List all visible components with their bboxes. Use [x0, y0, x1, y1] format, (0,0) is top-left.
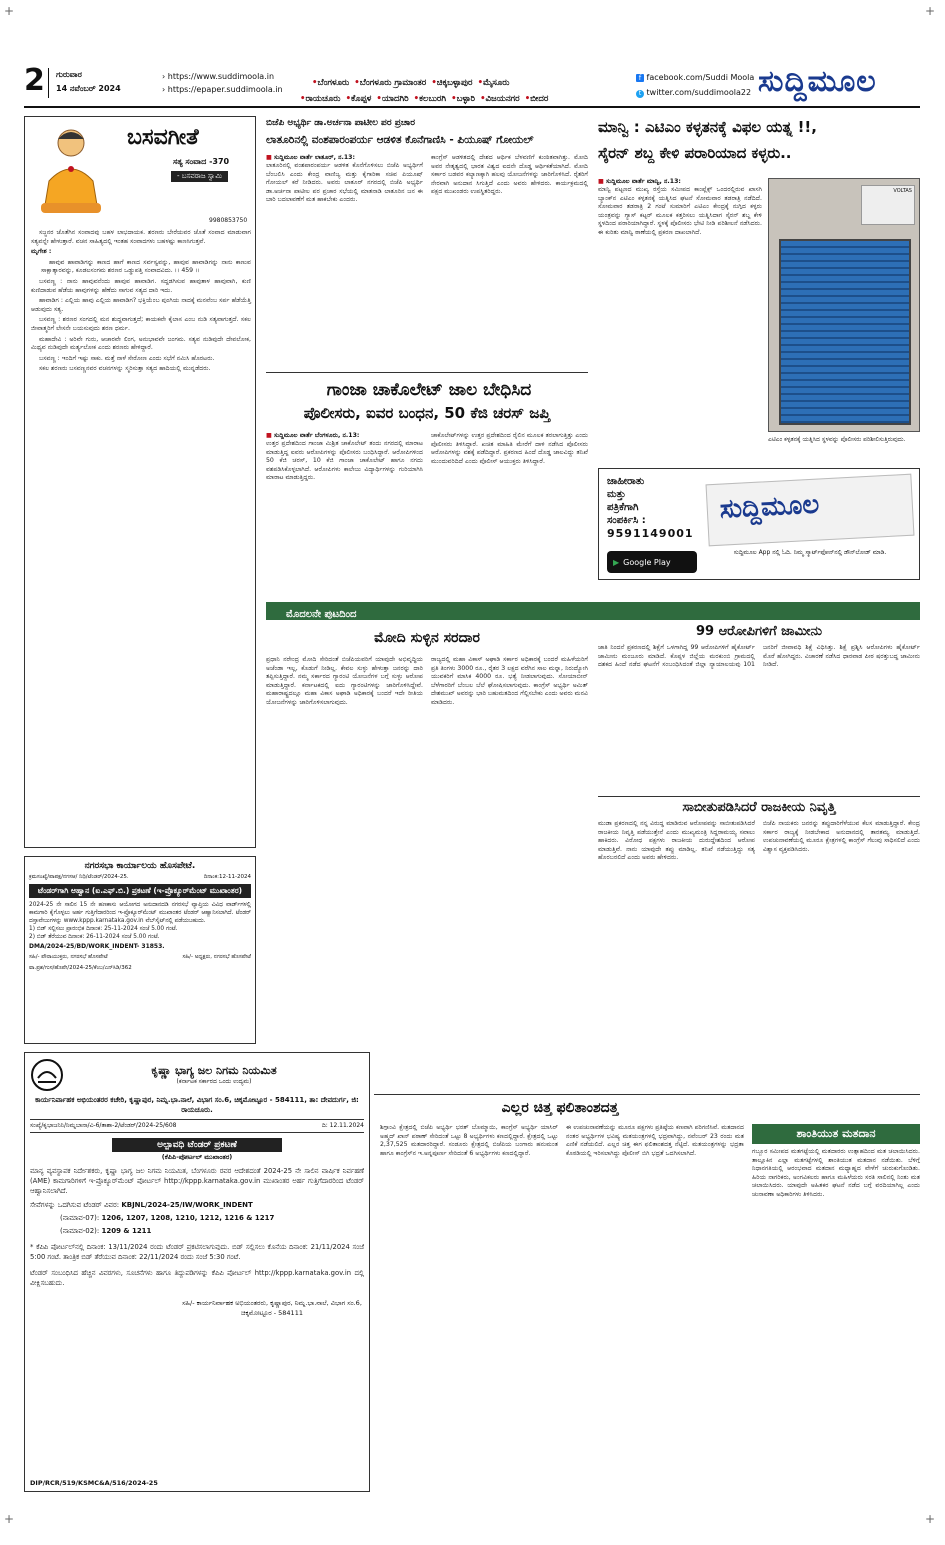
atm-text: ಮಾನ್ವಿ ಪಟ್ಟಣದ ಮುಖ್ಯ ರಸ್ತೆಯ ಸಮೀಪದ ಕಾಂಪ್ಲೆಕ್ಸ್ ಒಂದರಲ್ಲಿರುವ ಖಾಸಗಿ ಬ್ಯಾಂಕ್‌ನ ಎಟಿಎಂ ಕಳ್ಳತನಕ್ಕೆ ಯತ್ನಿಸಿದ ಘಟನೆ ಸೋಮವಾರ ತಡರಾತ್ರಿ ನಡೆದಿದೆ. ಸೋಮವಾರ ತಡರಾತ್ರಿ 2 ಗಂಟೆ ಸುಮಾರಿಗೆ ಎಟಿಎಂ ಕೇಂದ್ರಕ್ಕೆ ನುಗ್ಗಿದ ಕಳ್ಳರು ಯಂತ್ರವನ್ನು ಗ್ಯಾಸ್ ಕಟ್ಟರ್ ಮೂಲಕ ಕತ್ತರಿಸಲು ಯತ್ನಿಸಿದಾಗ ಸೈರನ್ ಶಬ್ದ ಕೇಳಿ ಸ್ಥಳದಿಂದ ಪರಾರಿಯಾಗಿದ್ದಾರೆ. ಸ್ಥಳಕ್ಕೆ ಪೊಲೀಸರು ಭೇಟಿ ನೀಡಿ ಪರಿಶೀಲನೆ ನಡೆಸಿದರು. ಈ ಕುರಿತು ಮಾನ್ವಿ ಠಾಣೆಯಲ್ಲಿ ಪ್ರಕರಣ ದಾಖಲಾಗಿದೆ.: [598, 186, 762, 236]
divider: [374, 1094, 920, 1095]
twitter-icon: t: [636, 90, 644, 98]
divider: [598, 796, 920, 797]
header-links: [162, 70, 283, 96]
goyal-kicker: ಬಿಜೆಪಿ ಅಭ್ಯರ್ಥಿ ಡಾ.ಅರ್ಚನಾ ಪಾಟೀಲ ಪರ ಪ್ರಚಾರ: [266, 118, 415, 128]
atm-photo: [768, 178, 920, 432]
header-divider-1: [48, 68, 49, 98]
paragraph: ಮೃಗೇಶ :: [31, 248, 52, 256]
kbjnl-ref-row: [30, 1119, 364, 1133]
ganja-headline-2: ಪೊಲೀಸರು, ಐವರ ಬಂಧನ, 50 ಕೆಜಿ ಚರಸ್ ಜಪ್ತಿ: [303, 404, 551, 422]
nav-bottom: [300, 86, 548, 105]
section-band: [266, 602, 920, 620]
kbjnl-sub: (ಕೆಪಿಪಿ-ಪೋರ್ಟಲ್ ಮುಖಾಂತರ): [161, 1153, 233, 1161]
tender-signs: [29, 954, 251, 961]
ganja-body: [266, 432, 588, 483]
modi-col1: ಪ್ರಧಾನಿ ನರೇಂದ್ರ ಮೋದಿ ಸೇರಿದಂತೆ ಬಿಜೆಪಿಯವರಿಗೆ ಯಾವುದೇ ಅಭಿವೃದ್ಧಿಯ ಅಜೆಂಡಾ ಇಲ್ಲ, ಕೊಡುಗೆ ನೀಡಿಲ್ಲ. ಕೇವಲ ಸುಳ್ಳು ಹೇಳುತ್ತಾ ಜನರನ್ನು ದಾರಿ ತಪ್ಪಿಸುತ್ತಿದ್ದಾರೆ. ನಮ್ಮ ಸರ್ಕಾರದ ಗ್ಯಾರಂಟಿ ಯೋಜನೆಗಳ ಬಗ್ಗೆ ಸುಳ್ಳು ಆರೋಪ ಮಾಡುತ್ತಿದ್ದಾರೆ. ಕರ್ನಾಟಕದಲ್ಲಿ ಐದು ಗ್ಯಾರಂಟಿಗಳನ್ನು ಜಾರಿಗೊಳಿಸಿದ್ದೇವೆ. ಮಹಾರಾಷ್ಟ್ರದಲ್ಲೂ ಮಹಾ ವಿಕಾಸ ಅಘಾಡಿ ಅಧಿಕಾರಕ್ಕೆ ಬಂದರೆ ಇದೇ ರೀತಿಯ ಯೋಜನೆಗಳನ್ನು ಜಾರಿಗೊಳಿಸಲಾಗುವುದು.: [266, 656, 423, 706]
tender-ref: ಕ್ರಮಸಂಖ್ಯೆ/ಪಾಪಕ್ಷ/ನಗಸಆ/ ನಿಧಿ/ಟೆಂಡರ್/2024-25.: [29, 874, 129, 880]
ad-app-text: ಸುದ್ದಿಮೂಲ App ನಲ್ಲಿ ಓದಿ. ನಿಮ್ಮ ಸ್ಮಾರ್ಟ್‌ಫೋನ್‌ನಲ್ಲಿ ಡೌನ್‌ಲೋಡ್ ಮಾಡಿ.: [733, 549, 887, 556]
tender-hospet: [24, 856, 256, 1044]
goyal-byline: [266, 154, 423, 162]
voting-body: [380, 1124, 744, 1158]
header-date: 14 ನವೆಂಬರ್ 2024: [56, 84, 121, 93]
ganja-headline-1: ಗಾಂಜಾ ಚಾಕೊಲೇಟ್ ಜಾಲ ಬೇಧಿಸಿದ: [326, 380, 532, 400]
tender-office: ನಗರಸಭಾ ಕಾರ್ಯಾಲಯ ಹೊಸಪೇಟೆ.: [84, 861, 196, 871]
basava-subtitle: ಸತ್ಯ ಸಂವಾದ -370: [173, 157, 230, 166]
nav-item[interactable]: ಬೀದರ: [530, 94, 549, 104]
header-bottom-rule: [24, 106, 920, 108]
kbjnl-dates: * ಕೆಪಿಪಿ ಪೋರ್ಟಲ್‌ನಲ್ಲಿ ದಿನಾಂಕ: 13/11/2024 ರಂದು ಟೆಂಡರ್ ಪ್ರಕಟಿಸಲಾಗುವುದು. ಬಿಡ್ ಸಲ್ಲಿಸಲು ಕೊನೆಯ ದಿನಾಂಕ: 21/11/2024 ಸಂಜೆ 5:00 ಗಂಟೆ. ತಾಂತ್ರಿಕ ಬಿಡ್ ತೆರೆಯುವ ದಿನಾಂಕ: 22/11/2024 ರಂದು ಸಂಜೆ 5:30 ಗಂಟೆ.: [30, 1243, 364, 1261]
peace-body: ಗಬ್ಬೂರ ಸಮೀಪದ ಮತಗಟ್ಟೆಯಲ್ಲಿ ಮತದಾರರು ಉತ್ಸಾಹದಿಂದ ಮತ ಚಲಾಯಿಸಿದರು. ತಾಲ್ಲೂಕಿನ ಎಲ್ಲಾ ಮತಗಟ್ಟೆಗಳಲ್ಲಿ ಶಾಂತಿಯುತ ಮತದಾನ ನಡೆಯಿತು. ಬೆಳಿಗ್ಗೆ ನಿಧಾನಗತಿಯಲ್ಲಿ ಆರಂಭವಾದ ಮತದಾನ ಮಧ್ಯಾಹ್ನದ ವೇಳೆಗೆ ಚುರುಕುಗೊಂಡಿತು. ಹಿರಿಯ ನಾಗರಿಕರು, ಅಂಗವಿಕಲರು ಹಾಗೂ ಮಹಿಳೆಯರು ಸರತಿ ಸಾಲಿನಲ್ಲಿ ನಿಂತು ಮತ ಚಲಾಯಿಸಿದರು. ಯಾವುದೇ ಅಹಿತಕರ ಘಟನೆ ನಡೆದ ಬಗ್ಗೆ ವರದಿಯಾಗಿಲ್ಲ ಎಂದು ಚುನಾವಣಾ ಅಧಿಕಾರಿಗಳು ತಿಳಿಸಿದರು.: [752, 1148, 920, 1198]
ad-line: ಪತ್ರಿಕೆಗಾಗಿ: [607, 502, 639, 513]
nav-item[interactable]: ಬಳ್ಳಾರಿ: [456, 94, 475, 104]
paragraph: ಹಾವಾಡಿಗ : ಎಲ್ಲಿಯ ಹಾವು ಎಲ್ಲಿಯ ಹಾವಾಡಿಗ? ಭಕ್ತಿಯೆಂಬ ಪುಂಗಿಯ ನಾದಕ್ಕೆ ಮನವೆಂಬ ಸರ್ಪ ಹೆಡೆಯೆತ್ತಿ ಆಡುವುದು ಸತ್ಯ.: [31, 297, 251, 313]
kbjnl-ref: ಸಂಖ್ಯೆ/ಕೃಭಾಜನಿನಿ/ನಿಮ್ನಬಾನಾ/ವಿ-6/ತಾಶಾ-2/ಟೆಂಡರ್/2024-25/608: [30, 1122, 177, 1129]
bail-headline: 99 ಆರೋಪಿಗಳಿಗೆ ಜಾಮೀನು: [695, 624, 823, 639]
nav-item[interactable]: ವಿಜಯನಗರ: [485, 94, 520, 104]
bullet-icon: •: [477, 78, 483, 88]
bullet-icon: •: [312, 78, 318, 88]
basava-body: [31, 229, 251, 376]
politics-headline: ಸಾಬೀತುಪಡಿಸಿದರೆ ರಾಜಕೀಯ ನಿವೃತ್ತಿ: [682, 800, 836, 815]
store-label: Google Play: [623, 557, 671, 567]
paragraph: ಸಜ್ಜನರ ಜೊತೆಗಿನ ಸಂವಾದವು ಬಹಳ ಲಾಭದಾಯಕ. ಶರಣರು ಬೇರೆಯವರ ಜೊತೆ ಸಂವಾದ ಮಾಡುವಾಗ ಸತ್ಯವನ್ನೇ ಹೇಳುತ್ತಾರೆ. ವಚನ ಸಾಹಿತ್ಯದಲ್ಲಿ ಇಂತಹ ಸಂವಾದಗಳು ಬಹಳಷ್ಟು ಕಾಣಸಿಗುತ್ತವೆ.: [31, 229, 251, 245]
kbjnl-body: ಮಾನ್ಯ ವ್ಯವಸ್ಥಾಪಕ ನಿರ್ದೇಶಕರು, ಕೃಷ್ಣಾ ಭಾಗ್ಯ ಜಲ ನಿಗಮ ನಿಯಮಿತ, ಬೆಂಗಳೂರು ರವರ ಆದೇಶದಂತೆ 2024-25 ನೇ ಸಾಲಿನ ವಾರ್ಷಿಕ ನಿರ್ವಹಣೆ (AME) ಕಾಮಗಾರಿಗಳಿಗೆ ಇ-ಪ್ರೊಕ್ಯೂರ್‌ಮೆಂಟ್ ಪೋರ್ಟಲ್ http://kppp.karnataka.gov.in ಮುಖಾಂತರ ಅರ್ಹ ಗುತ್ತಿಗೆದಾರರಿಂದ ಟೆಂಡರ್ ಆಹ್ವಾನಿಸಲಾಗಿದೆ.: [30, 1167, 364, 1195]
nav-item[interactable]: ಬೆಂಗಳೂರು ಗ್ರಾಮಾಂತರ: [359, 78, 427, 88]
atm-headline-2: ಸೈರನ್ ಶಬ್ದ ಕೇಳಿ ಪರಾರಿಯಾದ ಕಳ್ಳರು..: [598, 144, 792, 162]
newspaper-mock: [706, 474, 915, 547]
facebook-link[interactable]: facebook.com/Suddi Moola: [646, 73, 755, 82]
bullet-icon: ■: [266, 432, 272, 439]
ad-line: ಜಾಹೀರಾತು: [607, 476, 645, 487]
kbjnl-ids-label: (ನಾಮಾವ-07):: [60, 1214, 100, 1222]
nav-item[interactable]: ಕಲಬುರಗಿ: [419, 94, 447, 104]
byline-text: ಸುದ್ದಿಮೂಲ ವಾರ್ತೆ ಬೆಂಗಳೂರು, ನ.13:: [274, 432, 360, 439]
ganja-col2: ಚಾಕೊಲೇಟ್‌ಗಳನ್ನು ಉತ್ತರ ಪ್ರದೇಶದಿಂದ ರೈಲಿನ ಮೂಲಕ ತರಲಾಗುತ್ತಿತ್ತು ಎಂದು ಪೊಲೀಸರು ತಿಳಿಸಿದ್ದಾರೆ. ಖಚಿತ ಮಾಹಿತಿ ಮೇರೆಗೆ ದಾಳಿ ನಡೆಸಿದ ಪೊಲೀಸರು ಆರೋಪಿಗಳನ್ನು ವಶಕ್ಕೆ ಪಡೆದಿದ್ದಾರೆ. ಪ್ರಕರಣದ ಹಿಂದೆ ದೊಡ್ಡ ಜಾಲವಿದ್ದು ತನಿಖೆ ಮುಂದುವರಿದಿದೆ ಎಂದು ಪೊಲೀಸ್ ಆಯುಕ್ತರು ತಿಳಿಸಿದ್ದಾರೆ.: [431, 432, 588, 465]
kbjnl-date: ದಿ: 12.11.2024: [321, 1122, 364, 1129]
nav-item[interactable]: ಕೊಪ್ಪಳ: [351, 94, 372, 104]
goyal-headline: ಲಾತೂರಿನಲ್ಲಿ ವಂಶಪಾರಂಪರ್ಯ ಆಡಳಿತ ಕೊನೆಗಾಣಿಸಿ - ಪಿಯೂಷ್ ಗೋಯಲ್: [266, 134, 534, 146]
kbjnl-indent-row: [30, 1201, 364, 1210]
newspaper-brand: ಸುದ್ದಿಮೂಲ: [719, 489, 820, 525]
kbjnl-ids: 1206, 1207, 1208, 1210, 1212, 1216 & 1217: [101, 1214, 275, 1222]
kbjnl-sign: ಸಹಿ/- ಕಾರ್ಯನಿರ್ವಾಹಕ ಅಭಿಯಂತರರು, ಕೃಷ್ಣಾಪುರ, ನಿಮ್ನ.ಭಾ.ನಾಲೆ, ವಿಭಾಗ ಸಂ.6, ಚಿಕ್ಕಮೋಟ್ಟೂರ - 584111: [182, 1299, 362, 1317]
nav-item[interactable]: ಚಿಕ್ಕಬಳ್ಳಾಪುರ: [436, 78, 473, 88]
ad-contact: [598, 468, 920, 580]
tender-d1: 1) ಬಿಡ್ ಸಲ್ಲಿಸಲು ಪ್ರಾರಂಭಿಕ ದಿನಾಂಕ: 25-11-2024 ಸಂಜೆ 5.00 ಗಂಟೆ.: [29, 926, 178, 932]
byline-text: ಸುದ್ದಿಮೂಲ ವಾರ್ತೆ ಮಾನ್ವಿ, ನ.13:: [606, 178, 681, 185]
goyal-body: [266, 154, 588, 205]
kbjnl-ids-row: [30, 1214, 364, 1223]
chevron-right-icon: ›: [162, 85, 166, 94]
nav-item[interactable]: ಯಾದಗಿರಿ: [381, 94, 409, 104]
nav-item[interactable]: ರಾಯಚೂರು: [305, 94, 341, 104]
play-store-icon: ▶: [613, 557, 620, 567]
politics-col1: ಮುಡಾ ಪ್ರಕರಣದಲ್ಲಿ ನನ್ನ ವಿರುದ್ಧ ಮಾಡಿರುವ ಆರೋಪವನ್ನು ಸಾಬೀತುಪಡಿಸಿದರೆ ರಾಜಕೀಯ ನಿವೃತ್ತಿ ಪಡೆಯುತ್ತೇನೆ ಎಂದು ಮುಖ್ಯಮಂತ್ರಿ ಸಿದ್ದರಾಮಯ್ಯ ಸವಾಲು ಹಾಕಿದರು. ವಿರೋಧ ಪಕ್ಷಗಳು ರಾಜಕೀಯ ದುರುದ್ದೇಶದಿಂದ ಆರೋಪ ಮಾಡುತ್ತಿವೆ. ನಾನು ಯಾವುದೇ ತಪ್ಪು ಮಾಡಿಲ್ಲ. ತನಿಖೆ ನಡೆಯುತ್ತಿದ್ದು ಸತ್ಯ ಹೊರಬರಲಿದೆ ಎಂದು ಅವರು ಹೇಳಿದರು.: [598, 820, 755, 862]
bullet-icon: ■: [598, 178, 604, 185]
kbjnl-ids2-label: (ನಾಮಾವ-02):: [60, 1227, 100, 1235]
tender-kbjnl: [24, 1052, 370, 1492]
byline-text: ಸುದ್ದಿಮೂಲ ವಾರ್ತೆ ಲಾತೂರ್, ನ.13:: [274, 154, 355, 161]
goyal-col1: ಲಾತೂರಿನಲ್ಲಿ ವಂಶಪಾರಂಪರ್ಯ ಆಡಳಿತ ಕೊನೆಗೊಳಿಸಲು ಬಿಜೆಪಿ ಅಭ್ಯರ್ಥಿಗೆ ಬೆಂಬಲಿಸಿ ಎಂದು ಕೇಂದ್ರ ವಾಣಿಜ್ಯ ಮತ್ತು ಕೈಗಾರಿಕಾ ಸಚಿವ ಪಿಯೂಷ್ ಗೋಯಲ್ ಕರೆ ನೀಡಿದರು. ಅವರು ಲಾತೂರ್ ನಗರದಲ್ಲಿ ಬಿಜೆಪಿ ಅಭ್ಯರ್ಥಿ ಡಾ.ಅರ್ಚನಾ ಪಾಟೀಲ ಪರ ಪ್ರಚಾರ ಸಭೆಯಲ್ಲಿ ಮಾತನಾಡಿ ಲಾತೂರಿನ ಜನ ಈ ಬಾರಿ ಬದಲಾವಣೆಗೆ ಮತ ಹಾಕಬೇಕು ಎಂದರು.: [266, 162, 423, 204]
modi-body: [266, 656, 588, 708]
bullet-icon: •: [451, 94, 457, 104]
divider: [266, 372, 588, 373]
kbjnl-ids2: 1209 & 1211: [101, 1227, 152, 1235]
chevron-right-icon: ›: [162, 72, 166, 81]
kbjnl-footer: DIP/RCR/519/KSMC&A/516/2024-25: [30, 1479, 158, 1487]
tender-ref-row: [29, 874, 251, 881]
politics-body: [598, 820, 920, 863]
basava-phone: 9980853750: [209, 217, 248, 224]
google-play-badge[interactable]: [607, 551, 697, 573]
bullet-icon: •: [354, 78, 360, 88]
twitter-link[interactable]: twitter.com/suddimoola22: [646, 88, 752, 97]
tender-sign1: ಸಹಿ/- ಪೌರಾಯುಕ್ತರು, ನಗರಸಭೆ ಹೊಸಪೇಟೆ: [29, 954, 108, 960]
kbjnl-office: ಕಾರ್ಯನಿರ್ವಾಹಕ ಅಭಿಯಂತರರ ಕಚೇರಿ, ಕೃಷ್ಣಾಪುರ, ನಿಮ್ನ.ಭಾ.ನಾಲೆ, ವಿಭಾಗ ಸಂ.6, ಚಿಕ್ಕಮೋಟ್ಟೂರ - 584111, ತಾ: ದೇವದುರ್ಗ, ಜಿ: ರಾಯಚೂರು.: [35, 1096, 359, 1114]
shutter: [779, 239, 911, 425]
paragraph: ಬಸವಣ್ಣ : ಶರಣರ ಸಂಗದಲ್ಲಿ ಮನ ಶುದ್ಧವಾಗುತ್ತದೆ; ಕಾಯಕವೇ ಕೈಲಾಸ ಎಂಬ ನುಡಿ ಸತ್ಯವಾಗುತ್ತದೆ. ಸಕಲ ಜೀವಾತ್ಮರಿಗೆ ಲೇಸನೇ ಬಯಸುವುದು ಶರಣ ಧರ್ಮ.: [31, 316, 251, 332]
kbjnl-title: ಅಲ್ಪಾವಧಿ ಟೆಂಡರ್ ಪ್ರಕಟಣೆ: [112, 1138, 282, 1152]
basava-portrait: [31, 121, 111, 217]
facebook-icon: f: [636, 74, 644, 82]
bullet-icon: •: [376, 94, 382, 104]
basava-author: - ಬಸವರಾಜ ಸ್ವಾಮಿ: [171, 171, 228, 182]
atm-body: [598, 178, 762, 238]
tender-body: 2024-25 ನೇ ಸಾಲಿನ 15 ನೇ ಹಣಕಾಸು ಆಯೋಗದ ಅನುದಾನದಡಿ ನಗರಸಭೆ ವ್ಯಾಪ್ತಿಯ ವಿವಿಧ ವಾರ್ಡ್‌ಗಳಲ್ಲಿ ಕಾಮಗಾರಿ ಕೈಗೊಳ್ಳಲು ಅರ್ಹ ಗುತ್ತಿಗೆದಾರರಿಂದ ಇ-ಪ್ರೊಕ್ಯೂರ್‌ಮೆಂಟ್ ಮುಖಾಂತರ ಟೆಂಡರ್ ಆಹ್ವಾನಿಸಲಾಗಿದೆ. ಟೆಂಡರ್ ದಸ್ತಾವೇಜುಗಳನ್ನು www.kppp.karnataka.gov.in ವೆಬ್‌ಸೈಟ್‌ನಲ್ಲಿ ಪಡೆಯಬಹುದು.: [29, 902, 251, 924]
bullet-icon: •: [300, 94, 306, 104]
peace-headline: ಶಾಂತಿಯುತ ಮತದಾನ: [752, 1124, 920, 1144]
tender-d2: 2) ಬಿಡ್ ತೆರೆಯುವ ದಿನಾಂಕ: 26-11-2024 ಸಂಜೆ 5.00 ಗಂಟೆ.: [29, 934, 160, 940]
paragraph: ಸಕಲ ಶರಣರು ಬಸವಣ್ಣನವರ ವಚನಗಳನ್ನು ಸ್ಮರಿಸುತ್ತಾ ಸತ್ಯದ ಹಾದಿಯಲ್ಲಿ ಮುನ್ನಡೆದರು.: [39, 365, 211, 373]
goyal-col2: ಕಾಂಗ್ರೆಸ್ ಆಡಳಿತದಲ್ಲಿ ದೇಶದ ಆರ್ಥಿಕ ಬೆಳವಣಿಗೆ ಕುಂಠಿತವಾಗಿತ್ತು. ಮೋದಿ ಅವರ ನೇತೃತ್ವದಲ್ಲಿ ಭಾರತ ವಿಶ್ವದ ಐದನೇ ದೊಡ್ಡ ಆರ್ಥಿಕತೆಯಾಗಿದೆ. ಮೋದಿ ಸರ್ಕಾರ ಬಡವರ ಕಲ್ಯಾಣಕ್ಕಾಗಿ ಹಲವು ಯೋಜನೆಗಳನ್ನು ಜಾರಿಗೊಳಿಸಿದೆ. ರೈತರಿಗೆ ನೇರವಾಗಿ ಅನುದಾನ ಸಿಗುತ್ತಿದೆ ಎಂದು ಅವರು ಹೇಳಿದರು. ಕಾರ್ಯಕ್ರಮದಲ್ಲಿ ಪಕ್ಷದ ಮುಖಂಡರು ಉಪಸ್ಥಿತರಿದ್ದರು.: [431, 154, 588, 196]
paragraph: ಬಸವಣ್ಣ : ನಾನು ಹಾವುವನೆಂದು ಹಾವುವ ಹಾವಾಡಿಗ. ಸದ್ದಡಗಿಸುವ ಹಾವುತಾಳ ಹಾವುವಾಗಿ, ಕುಣಿ ಕುಣಿದಾಡುವ ಹೆಡೆಯ ಹಾವುಗಳನ್ನು ಹೆಣೆದು ಸಾಗುವ ಸತ್ಯದ ದಾರಿ ಇದು.: [31, 277, 251, 294]
social-links: [636, 70, 754, 100]
bullet-icon: •: [413, 94, 420, 104]
nav-item[interactable]: ಬೆಂಗಳೂರು: [317, 78, 350, 88]
paragraph: ಬಸವಣ್ಣ : ಇಂದಿಗೆ ಇಷ್ಟು ಸಾಕು. ಮತ್ತೆ ನಾಳೆ ಸೇರೋಣ ಎಂದು ಸಭೆಗೆ ನಮಿಸಿ ಹೊರಟರು.: [39, 354, 215, 362]
bullet-icon: •: [345, 94, 351, 104]
nav-item[interactable]: ಮೈಸೂರು: [483, 78, 510, 88]
kbjnl-indent: KBJNL/2024-25/IW/WORK_INDENT: [121, 1201, 253, 1209]
voting-col2: ಈ ಉಪಚುನಾವಣೆಯನ್ನು ಮೂರೂ ಪಕ್ಷಗಳು ಪ್ರತಿಷ್ಠೆಯ ಕಣವಾಗಿ ಪರಿಗಣಿಸಿವೆ. ಮತದಾನದ ನಂತರ ಅಭ್ಯರ್ಥಿಗಳ ಭವಿಷ್ಯ ಮತಯಂತ್ರಗಳಲ್ಲಿ ಭದ್ರವಾಗಿದ್ದು, ನವೆಂಬರ್ 23 ರಂದು ಮತ ಎಣಿಕೆ ನಡೆಯಲಿದೆ. ಎಲ್ಲರ ಚಿತ್ತ ಈಗ ಫಲಿತಾಂಶದತ್ತ ನೆಟ್ಟಿದೆ. ಮತಯಂತ್ರಗಳನ್ನು ಭದ್ರತಾ ಕೊಠಡಿಯಲ್ಲಿ ಇರಿಸಲಾಗಿದ್ದು ಪೊಲೀಸ್ ಬಿಗಿ ಭದ್ರತೆ ಒದಗಿಸಲಾಗಿದೆ.: [566, 1124, 744, 1157]
website-link[interactable]: https://www.suddimoola.in: [167, 72, 275, 81]
ad-phone[interactable]: 9591149001: [607, 527, 694, 540]
atm-caption: ಎಟಿಎಂ ಕಳ್ಳತನಕ್ಕೆ ಯತ್ನಿಸಿದ ಸ್ಥಳವನ್ನು ಪೊಲೀಸರು ಪರಿಶೀಲಿಸುತ್ತಿರುವುದು.: [768, 436, 906, 443]
epaper-link[interactable]: https://epaper.suddimoola.in: [167, 85, 283, 94]
bullet-icon: •: [431, 78, 437, 88]
modi-col2: ರಾಜ್ಯದಲ್ಲಿ ಮಹಾ ವಿಕಾಸ್ ಅಘಾಡಿ ಸರ್ಕಾರ ಅಧಿಕಾರಕ್ಕೆ ಬಂದರೆ ಮಹಿಳೆಯರಿಗೆ ಪ್ರತಿ ತಿಂಗಳು 3000 ರೂ., ರೈತರ 3 ಲಕ್ಷದ ವರೆಗಿನ ಸಾಲ ಮನ್ನಾ, ನಿರುದ್ಯೋಗಿ ಯುವಕರಿಗೆ ಮಾಸಿಕ 4000 ರೂ. ಭತ್ಯೆ ನೀಡಲಾಗುವುದು. ಸೋಯಾಬೀನ್ ಬೆಳೆಗಾರರಿಗೆ ಬೆಂಬಲ ಬೆಲೆ ಘೋಷಿಸಲಾಗುವುದು. ಕಾಂಗ್ರೆಸ್ ಅಭ್ಯರ್ಥಿ ಅಮಿತ್ ದೇಶಮುಖ್ ಅವರನ್ನು ಭಾರಿ ಬಹುಮತದಿಂದ ಗೆಲ್ಲಿಸಬೇಕು ಎಂದು ಅವರು ಮನವಿ ಮಾಡಿದರು.: [431, 656, 588, 706]
atm-headline-1: ಮಾನ್ವಿ : ಎಟಿಎಂ ಕಳ್ಳತನಕ್ಕೆ ವಿಫಲ ಯತ್ನ !!,: [598, 118, 817, 136]
peace-box: [752, 1124, 920, 1200]
ac-brand: VOLTAS: [893, 188, 912, 194]
ganja-byline: [266, 432, 423, 440]
kbjnl-ids2-row: [30, 1227, 364, 1236]
tender-sign2: ಸಹಿ/- ಅಧ್ಯಕ್ಷರು, ನಗರಸಭೆ ಹೊಸಪೇಟೆ: [182, 954, 251, 960]
bullet-icon: •: [524, 94, 531, 104]
modi-headline: ಮೋದಿ ಸುಳ್ಳಿನ ಸರದಾರ: [374, 630, 480, 646]
bail-body: ಜಾತಿ ನಿಂದನೆ ಪ್ರಕರಣದಲ್ಲಿ ಶಿಕ್ಷೆಗೆ ಒಳಗಾಗಿದ್ದ 99 ಆರೋಪಿಗಳಿಗೆ ಹೈಕೋರ್ಟ್ ಜಾಮೀನು ಮಂಜೂರು ಮಾಡಿದೆ. ಕೊಪ್ಪಳ ಜಿಲ್ಲೆಯ ಮರಕುಂಬಿ ಗ್ರಾಮದಲ್ಲಿ ದಶಕದ ಹಿಂದೆ ನಡೆದ ಘಟನೆಗೆ ಸಂಬಂಧಿಸಿದಂತೆ ಜಿಲ್ಲಾ ನ್ಯಾಯಾಲಯವು 101 ಜನರಿಗೆ ಜೀವಾವಧಿ ಶಿಕ್ಷೆ ವಿಧಿಸಿತ್ತು. ಶಿಕ್ಷೆ ಪ್ರಶ್ನಿಸಿ ಆರೋಪಿಗಳು ಹೈಕೋರ್ಟ್ ಮೊರೆ ಹೋಗಿದ್ದರು. ವಿಚಾರಣೆ ನಡೆಸಿದ ಧಾರವಾಡ ಪೀಠ ಷರತ್ತುಬದ್ಧ ಜಾಮೀನು ನೀಡಿದೆ.: [598, 644, 920, 669]
header-date-block: [56, 70, 121, 94]
ad-contact-text: [607, 475, 694, 540]
ad-line: ಸಂಪರ್ಕಿಸಿ :: [607, 515, 646, 526]
paragraph: ಹಾವುವ ಹಾವಾಡಿಗನ್ನು ಕಾಣದ ಹಾಗೆ ಕಾಣದ ಸರ್ವಸ್ವವನ್ನು, ಹಾವುವ ಹಾವಾಡಿಗನ್ನು ನಾನು ಕಾಣುವ ಸಾಕ್ಷಾತ್ಕಾರವನ್ನು, ಕೂಡಲಸಂಗಮ ಶರಣರ ಒಡ್ಡುಪತ್ತಿ ಸಂವಾದವಿದು. ।। 459 ।।: [41, 258, 251, 275]
kbjnl-indent-label: ಸೇವೆಗಳನ್ನು ಒದಗಿಸುವ ಟೆಂಡರ್ ವಿವರ:: [30, 1201, 120, 1209]
basava-title: ಬಸವಗೀತೆ: [127, 125, 199, 150]
tender-footer: ವಾ.ಪ್ರಶ/ಗುಸ/ಹೊಪೇ/2024-25/ಕೆಂಬ/ಎನ್‌ಸಿಡಿ/362: [29, 965, 132, 971]
voting-col1: ಶಿಗ್ಗಾಂವಿ ಕ್ಷೇತ್ರದಲ್ಲಿ ಬಿಜೆಪಿ ಅಭ್ಯರ್ಥಿ ಭರತ್ ಬೊಮ್ಮಾಯಿ, ಕಾಂಗ್ರೆಸ್ ಅಭ್ಯರ್ಥಿ ಯಾಸಿರ್ ಅಹ್ಮದ್ ಖಾನ್ ಪಠಾಣ್ ಸೇರಿದಂತೆ ಒಟ್ಟು 8 ಅಭ್ಯರ್ಥಿಗಳು ಕಣದಲ್ಲಿದ್ದಾರೆ. ಕ್ಷೇತ್ರದಲ್ಲಿ ಒಟ್ಟು 2,37,525 ಮತದಾರರಿದ್ದಾರೆ. ಸಂಡೂರು ಕ್ಷೇತ್ರದಲ್ಲಿ ಬಿಜೆಪಿಯ ಬಂಗಾರು ಹನುಮಂತ ಹಾಗೂ ಕಾಂಗ್ರೆಸ್‌ನ ಇ.ಅನ್ನಪೂರ್ಣ ಸೇರಿದಂತೆ 6 ಅಭ್ಯರ್ಥಿಗಳು ಕಣದಲ್ಲಿದ್ದಾರೆ.: [380, 1124, 558, 1157]
kbjnl-more: ಟೆಂಡರ್ ಸಂಬಂಧಿಸಿದ ಹೆಚ್ಚಿನ ವಿವರಗಳು, ಸೂಚನೆಗಳು ಹಾಗೂ ತಿದ್ದುಪಡಿಗಳನ್ನು ಕೆಪಿಪಿ ಪೋರ್ಟಲ್ http://kppp.karnataka.gov.in ದಲ್ಲಿ ವೀಕ್ಷಿಸಬಹುದು.: [30, 1269, 364, 1287]
tender-title: ಟೆಂಡರ್‌ಗಾಗಿ ಆಹ್ವಾನ (ಐ.ಎಫ್.ಬಿ.) ಪ್ರಕಟಣೆ (ಇ-ಪ್ರೊಕ್ಯೂರ್‌ಮೆಂಟ್ ಮುಖಾಂತರ): [29, 884, 251, 898]
page-number: 2: [24, 63, 45, 98]
tender-date: ದಿನಾಂಕ:12-11-2024: [203, 874, 251, 880]
ac-unit: [861, 185, 915, 225]
atm-byline: [598, 178, 762, 186]
politics-col2: ಬಿಜೆಪಿ ನಾಯಕರು ಜನರನ್ನು ತಪ್ಪುದಾರಿಗೆಳೆಯುವ ಕೆಲಸ ಮಾಡುತ್ತಿದ್ದಾರೆ. ಕೇಂದ್ರ ಸರ್ಕಾರ ರಾಜ್ಯಕ್ಕೆ ನೀಡಬೇಕಾದ ಅನುದಾನದಲ್ಲಿ ತಾರತಮ್ಯ ಮಾಡುತ್ತಿದೆ. ಉಪಚುನಾವಣೆಯಲ್ಲಿ ಮೂರೂ ಕ್ಷೇತ್ರಗಳಲ್ಲಿ ಕಾಂಗ್ರೆಸ್ ಗೆಲುವು ಸಾಧಿಸಲಿದೆ ಎಂದು ವಿಶ್ವಾಸ ವ್ಯಕ್ತಪಡಿಸಿದರು.: [763, 820, 920, 853]
section-band-title: ಮೊದಲನೇ ಪುಟದಿಂದ: [286, 609, 357, 620]
bullet-icon: ■: [266, 154, 272, 161]
kbjnl-emblem-icon: [30, 1058, 64, 1092]
basava-box: [24, 116, 256, 848]
bullet-icon: •: [480, 94, 486, 104]
sage-illustration-icon: [31, 121, 111, 217]
brand-logo: ಸುದ್ದಿಮೂಲ: [758, 64, 877, 99]
header-day: ಗುರುವಾರ: [56, 70, 82, 79]
tender-id: DMA/2024-25/BD/WORK_INDENT- 31853.: [29, 943, 165, 950]
voting-headline: ಎಲ್ಲರ ಚಿತ್ತ ಫಲಿತಾಂಶದತ್ತ: [501, 1100, 619, 1116]
ad-line: ಮತ್ತು: [607, 489, 626, 500]
kbjnl-org: ಕೃಷ್ಣಾ ಭಾಗ್ಯ ಜಲ ನಿಗಮ ನಿಯಮಿತ: [151, 1064, 277, 1077]
ganja-col1: ಉತ್ತರ ಪ್ರದೇಶದಿಂದ ಗಾಂಜಾ ಮಿಶ್ರಿತ ಚಾಕೊಲೇಟ್ ತಂದು ನಗರದಲ್ಲಿ ಮಾರಾಟ ಮಾಡುತ್ತಿದ್ದ ಐವರು ಆರೋಪಿಗಳನ್ನು ಪೊಲೀಸರು ಬಂಧಿಸಿದ್ದಾರೆ. ಆರೋಪಿಗಳಿಂದ 50 ಕೆಜಿ ಚರಸ್, 10 ಕೆಜಿ ಗಾಂಜಾ ಚಾಕೊಲೇಟ್ ಹಾಗೂ ನಗದು ವಶಪಡಿಸಿಕೊಳ್ಳಲಾಗಿದೆ. ಆರೋಪಿಗಳು ಕಾಲೇಜು ವಿದ್ಯಾರ್ಥಿಗಳನ್ನು ಗುರಿಯಾಗಿಸಿ ಮಾರಾಟ ಮಾಡುತ್ತಿದ್ದರು.: [266, 440, 423, 482]
kbjnl-org-sub: (ಕರ್ನಾಟಕ ಸರ್ಕಾರದ ಒಂದು ಉದ್ಯಮ): [176, 1078, 252, 1085]
kbjnl-head: [30, 1058, 364, 1092]
paragraph: ಮಹಾದೇವಿ : ಅರಿವೇ ಗುರು, ಆಚಾರವೇ ಲಿಂಗ, ಅನುಭಾವವೇ ಜಂಗಮ. ಸತ್ಯವ ನುಡಿವುದೇ ದೇವಲೋಕ, ಮಿಥ್ಯವ ನುಡಿವುದೇ ಮರ್ತ್ಯಲೋಕ ಎಂದು ಶರಣರು ಹೇಳಿದ್ದಾರೆ.: [31, 335, 251, 352]
